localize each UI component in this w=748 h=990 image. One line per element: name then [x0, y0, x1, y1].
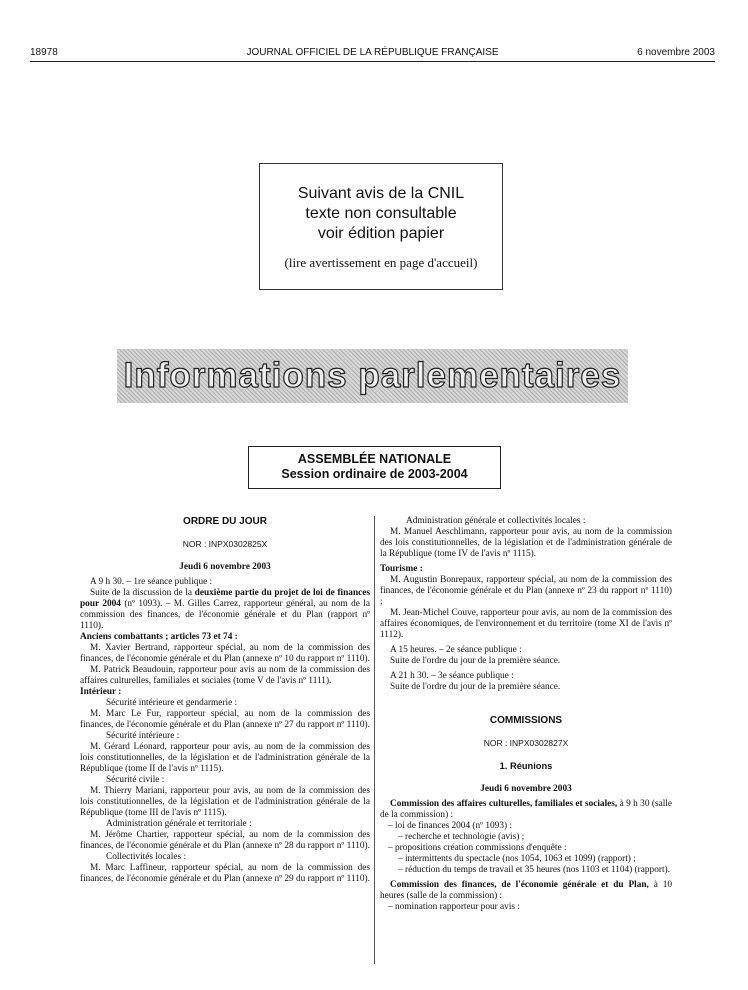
list-item: – recherche et technologie (avis) ;: [398, 832, 525, 842]
subheading: Administration générale et territoriale :: [106, 819, 252, 829]
paragraph: M. Manuel Aeschlimann, rapporteur pour avis, au nom de la commission des lois constitutionnelles, de la législation et de l'administration générale de la République (tome IV de l'avis nº 1115).: [380, 527, 672, 559]
paragraph: M. Marc Laffineur, rapporteur spécial, au nom de la commission des finances, de l'économie générale et du Plan (annexe nº 29 du rapport nº 1110).: [80, 863, 370, 884]
paragraph: Suite de la discussion de la deuxième partie du projet de loi de finances pour 2004 (nº 1093). – M. Gilles Carrez, rapporteur général, au nom de la commission des finances, de l'économie générale et du Plan (rapport nº 1110).: [80, 588, 370, 631]
agenda-nor: NOR : INPX0302825X: [182, 539, 268, 549]
subheading: Collectivités locales :: [106, 852, 187, 862]
cnil-line-3: voir édition papier: [317, 225, 445, 242]
commissions-day: Jeudi 6 novembre 2003: [480, 784, 572, 794]
seance-1: A 9 h 30. – 1re séance publique :: [90, 577, 213, 587]
banner-title: Informations parlementaires: [123, 356, 622, 395]
right-column: [380, 516, 672, 913]
section-banner: [117, 349, 628, 403]
paragraph: M. Jérôme Chartier, rapporteur spécial, au nom de la commission des finances, de l'économie générale et du Plan (annexe nº 28 du rapport nº 1110).: [80, 830, 370, 851]
page-number: 18978: [30, 47, 58, 58]
cnil-line-1: Suivant avis de la CNIL: [297, 185, 465, 202]
subheading: Sécurité intérieure :: [106, 731, 180, 741]
tourisme-heading: Tourisme :: [380, 564, 423, 574]
paragraph: M. Thierry Mariani, rapporteur pour avis, au nom de la commission des lois constitutionnelles, de la législation et de l'administration générale de la République (tome III de l'avis nº 1115).: [80, 786, 370, 818]
subheading: Administration générale et collectivités locales :: [406, 516, 586, 526]
commissions-nor: NOR : INPX0302827X: [483, 738, 569, 748]
agenda-heading: ORDRE DU JOUR: [183, 516, 267, 527]
paragraph: M. Marc Le Fur, rapporteur spécial, au nom de la commission des finances, de l'économie générale et du Plan (annexe nº 27 du rapport nº 1110).: [80, 709, 370, 730]
interieur-heading: Intérieur :: [80, 687, 122, 697]
journal-title: JOURNAL OFFICIEL DE LA RÉPUBLIQUE FRANÇAISE: [246, 47, 499, 58]
list-item: – intermittents du spectacle (nos 1054, 1063 et 1099) (rapport) ;: [398, 854, 636, 864]
column-divider: [374, 516, 375, 964]
paragraph: Suite de l'ordre du jour de la première séance.: [390, 682, 561, 692]
cnil-note: (lire avertissement en page d'accueil): [284, 255, 478, 270]
paragraph: M. Jean-Michel Couve, rapporteur pour avis, au nom de la commission des affaires économiques, de l'environnement et du territoire (tome XI de l'avis nº 1112).: [380, 608, 672, 640]
paragraph: M. Xavier Bertrand, rapporteur spécial, au nom de la commission des finances, de l'économie générale et du Plan (annexe nº 10 du rapport nº 1110).: [80, 643, 370, 664]
paragraph: M. Gérard Léonard, rapporteur pour avis, au nom de la commission des lois constitutionnelles, de la législation et de l'administration générale de la République (tome II de l'avis nº 1115).: [80, 742, 370, 774]
agenda-day: Jeudi 6 novembre 2003: [179, 562, 271, 572]
seance-3: A 21 h 30. – 3e séance publique :: [390, 671, 514, 681]
list-item: – loi de finances 2004 (nº 1093) :: [388, 821, 512, 831]
list-item: – réduction du temps de travail et 35 heures (nos 1103 et 1104) (rapport).: [398, 865, 670, 875]
paragraph: Suite de l'ordre du jour de la première séance.: [390, 656, 561, 666]
cnil-line-2: texte non consultable: [305, 205, 457, 222]
cnil-notice-box: [259, 163, 503, 290]
issue-date: 6 novembre 2003: [637, 47, 715, 58]
commissions-heading: COMMISSIONS: [489, 715, 563, 726]
seance-2: A 15 heures. – 2e séance publique :: [390, 645, 522, 655]
left-column: [80, 516, 370, 885]
paragraph: M. Augustin Bonrepaux, rapporteur spécial, au nom de la commission des finances, de l'économie générale et du Plan (annexe nº 23 du rapport nº 1110) ;: [380, 575, 672, 607]
header-rule: [30, 61, 715, 62]
assembly-name: ASSEMBLÉE NATIONALE: [297, 452, 452, 466]
subheading: Sécurité civile :: [106, 775, 165, 785]
assembly-session: Session ordinaire de 2003-2004: [281, 467, 468, 481]
paragraph: M. Patrick Beaudouin, rapporteur pour avis au nom de la commission des affaires culturelles, familiales et sociales (tome V de l'avis nº 1111).: [80, 665, 370, 686]
list-item: – nomination rapporteur pour avis :: [388, 902, 520, 912]
reunions-heading: 1. Réunions: [499, 761, 553, 771]
paragraph: Commission des affaires culturelles, familiales et sociales, à 9 h 30 (salle de la commission) :: [380, 799, 672, 820]
assembly-box: [248, 446, 501, 489]
list-item: – propositions création commissions d'enquête :: [388, 843, 567, 853]
anciens-combattants-heading: Anciens combattants ; articles 73 et 74 :: [80, 632, 238, 642]
subheading: Sécurité intérieure et gendarmerie :: [106, 698, 238, 708]
paragraph: Commission des finances, de l'économie générale et du Plan, à 10 heures (salle de la commission) :: [380, 880, 672, 901]
